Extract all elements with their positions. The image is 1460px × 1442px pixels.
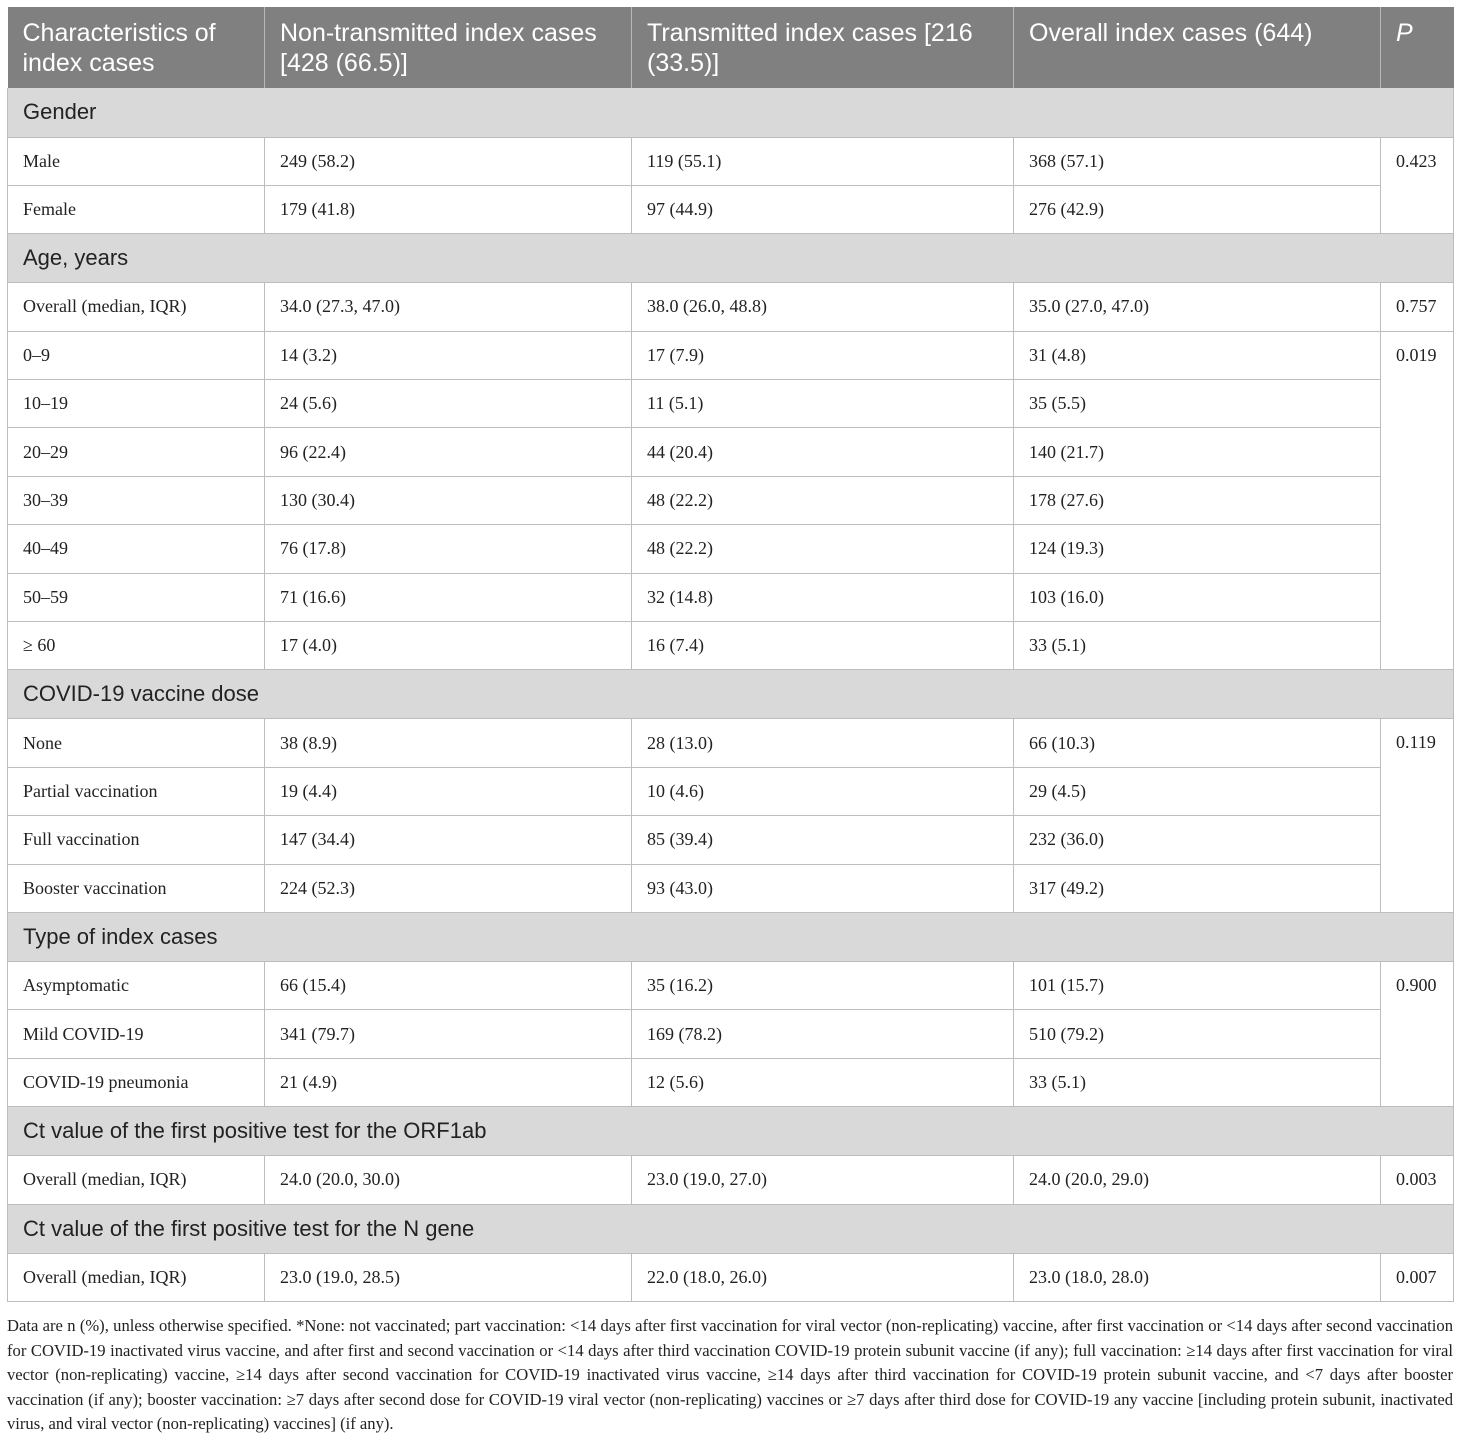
section-header-row: [8, 670, 1454, 719]
cell-overall: 276 (42.9): [1014, 185, 1381, 233]
characteristics-table: [7, 7, 1454, 1302]
cell-transmitted: 85 (39.4): [632, 816, 1014, 864]
cell-overall: 103 (16.0): [1014, 573, 1381, 621]
cell-non-transmitted: 179 (41.8): [265, 185, 632, 233]
cell-transmitted: 48 (22.2): [632, 476, 1014, 524]
row-label: Mild COVID-19: [8, 1010, 265, 1058]
section-title: COVID-19 vaccine dose: [8, 670, 1454, 719]
cell-non-transmitted: 17 (4.0): [265, 622, 632, 670]
header-p-value: P: [1381, 7, 1454, 88]
cell-transmitted: 169 (78.2): [632, 1010, 1014, 1058]
cell-non-transmitted: 96 (22.4): [265, 428, 632, 476]
cell-non-transmitted: 38 (8.9): [265, 719, 632, 767]
cell-non-transmitted: 19 (4.4): [265, 767, 632, 815]
cell-transmitted: 44 (20.4): [632, 428, 1014, 476]
table-row: [8, 816, 1454, 864]
row-label: Overall (median, IQR): [8, 1253, 265, 1301]
row-label: ≥ 60: [8, 622, 265, 670]
cell-transmitted: 119 (55.1): [632, 137, 1014, 185]
cell-overall: 101 (15.7): [1014, 961, 1381, 1009]
table-row: [8, 719, 1454, 767]
cell-overall: 124 (19.3): [1014, 525, 1381, 573]
table-row: [8, 185, 1454, 233]
cell-p-value: 0.007: [1381, 1253, 1454, 1301]
cell-overall: 29 (4.5): [1014, 767, 1381, 815]
cell-overall: 24.0 (20.0, 29.0): [1014, 1156, 1381, 1204]
row-label: 0–9: [8, 331, 265, 379]
row-label: Booster vaccination: [8, 864, 265, 912]
row-label: Overall (median, IQR): [8, 1156, 265, 1204]
row-label: Partial vaccination: [8, 767, 265, 815]
table-row: [8, 331, 1454, 379]
section-header-row: [8, 1204, 1454, 1253]
row-label: Full vaccination: [8, 816, 265, 864]
row-label: None: [8, 719, 265, 767]
cell-transmitted: 97 (44.9): [632, 185, 1014, 233]
table-row: [8, 961, 1454, 1009]
cell-transmitted: 48 (22.2): [632, 525, 1014, 573]
cell-non-transmitted: 24.0 (20.0, 30.0): [265, 1156, 632, 1204]
row-label: COVID-19 pneumonia: [8, 1058, 265, 1106]
cell-overall: 66 (10.3): [1014, 719, 1381, 767]
cell-transmitted: 17 (7.9): [632, 331, 1014, 379]
table-row: [8, 767, 1454, 815]
table-row: [8, 476, 1454, 524]
row-label: 10–19: [8, 380, 265, 428]
cell-overall: 317 (49.2): [1014, 864, 1381, 912]
cell-overall: 35 (5.5): [1014, 380, 1381, 428]
cell-transmitted: 22.0 (18.0, 26.0): [632, 1253, 1014, 1301]
cell-non-transmitted: 224 (52.3): [265, 864, 632, 912]
cell-transmitted: 12 (5.6): [632, 1058, 1014, 1106]
header-non-transmitted: Non-transmitted index cases [428 (66.5)]: [265, 7, 632, 88]
cell-p-value: 0.757: [1381, 283, 1454, 331]
cell-transmitted: 11 (5.1): [632, 380, 1014, 428]
table-row: [8, 525, 1454, 573]
cell-p-value: 0.900: [1381, 961, 1454, 1106]
cell-non-transmitted: 23.0 (19.0, 28.5): [265, 1253, 632, 1301]
cell-transmitted: 93 (43.0): [632, 864, 1014, 912]
table-row: [8, 283, 1454, 331]
cell-overall: 140 (21.7): [1014, 428, 1381, 476]
cell-non-transmitted: 249 (58.2): [265, 137, 632, 185]
section-header-row: [8, 912, 1454, 961]
cell-transmitted: 32 (14.8): [632, 573, 1014, 621]
cell-overall: 35.0 (27.0, 47.0): [1014, 283, 1381, 331]
section-title: Ct value of the first positive test for the ORF1ab: [8, 1107, 1454, 1156]
table-row: [8, 1253, 1454, 1301]
cell-non-transmitted: 341 (79.7): [265, 1010, 632, 1058]
row-label: 40–49: [8, 525, 265, 573]
section-title: Gender: [8, 88, 1454, 137]
header-overall: Overall index cases (644): [1014, 7, 1381, 88]
cell-overall: 232 (36.0): [1014, 816, 1381, 864]
header-row: [8, 7, 1454, 88]
cell-transmitted: 38.0 (26.0, 48.8): [632, 283, 1014, 331]
row-label: Overall (median, IQR): [8, 283, 265, 331]
cell-p-value: 0.019: [1381, 331, 1454, 670]
header-characteristics: Characteristics of index cases: [8, 7, 265, 88]
header-transmitted: Transmitted index cases [216 (33.5)]: [632, 7, 1014, 88]
cell-transmitted: 35 (16.2): [632, 961, 1014, 1009]
cell-non-transmitted: 14 (3.2): [265, 331, 632, 379]
cell-non-transmitted: 147 (34.4): [265, 816, 632, 864]
table-body: [8, 88, 1454, 1301]
section-title: Age, years: [8, 234, 1454, 283]
cell-non-transmitted: 130 (30.4): [265, 476, 632, 524]
cell-transmitted: 23.0 (19.0, 27.0): [632, 1156, 1014, 1204]
cell-p-value: 0.119: [1381, 719, 1454, 913]
row-label: 50–59: [8, 573, 265, 621]
table-row: [8, 864, 1454, 912]
row-label: 20–29: [8, 428, 265, 476]
table-row: [8, 1156, 1454, 1204]
cell-overall: 510 (79.2): [1014, 1010, 1381, 1058]
cell-overall: 178 (27.6): [1014, 476, 1381, 524]
cell-non-transmitted: 66 (15.4): [265, 961, 632, 1009]
section-header-row: [8, 88, 1454, 137]
cell-overall: 368 (57.1): [1014, 137, 1381, 185]
cell-overall: 33 (5.1): [1014, 1058, 1381, 1106]
section-header-row: [8, 1107, 1454, 1156]
cell-non-transmitted: 24 (5.6): [265, 380, 632, 428]
cell-transmitted: 28 (13.0): [632, 719, 1014, 767]
cell-p-value: 0.423: [1381, 137, 1454, 234]
section-header-row: [8, 234, 1454, 283]
table-row: [8, 428, 1454, 476]
cell-non-transmitted: 76 (17.8): [265, 525, 632, 573]
cell-overall: 33 (5.1): [1014, 622, 1381, 670]
table-row: [8, 573, 1454, 621]
row-label: Asymptomatic: [8, 961, 265, 1009]
table-row: [8, 1010, 1454, 1058]
cell-overall: 23.0 (18.0, 28.0): [1014, 1253, 1381, 1301]
row-label: 30–39: [8, 476, 265, 524]
table-row: [8, 1058, 1454, 1106]
row-label: Female: [8, 185, 265, 233]
section-title: Ct value of the first positive test for the N gene: [8, 1204, 1454, 1253]
table-footnote: Data are n (%), unless otherwise specified. *None: not vaccinated; part vaccination: <14 days after first vaccination for viral vector (non-replicating) vaccine, after first vaccination or <14 days after second vaccination for COVID-19 inactivated virus vaccine, and after first and second vaccination or <14 days after third vaccination COVID-19 protein subunit vaccine (if any); full vaccination: ≥14 days after first vaccination for viral vector (non-replicating) vaccine, ≥14 days after second vaccination for COVID-19 inactivated virus vaccine, ≥14 days after third vaccination for COVID-19 protein subunit vaccine, and <7 days after booster vaccination (if any); booster vaccination: ≥7 days after second dose for COVID-19 viral vector (non-replicating) vaccines or ≥7 days after third dose for COVID-19 any vaccine [including protein subunit, inactivated virus, and viral vector (non-replicating) vaccines] (if any).: [7, 1316, 1453, 1434]
table-row: [8, 622, 1454, 670]
table-row: [8, 137, 1454, 185]
cell-transmitted: 10 (4.6): [632, 767, 1014, 815]
cell-overall: 31 (4.8): [1014, 331, 1381, 379]
cell-p-value: 0.003: [1381, 1156, 1454, 1204]
table-row: [8, 380, 1454, 428]
row-label: Male: [8, 137, 265, 185]
section-title: Type of index cases: [8, 912, 1454, 961]
cell-non-transmitted: 21 (4.9): [265, 1058, 632, 1106]
cell-transmitted: 16 (7.4): [632, 622, 1014, 670]
cell-non-transmitted: 71 (16.6): [265, 573, 632, 621]
cell-non-transmitted: 34.0 (27.3, 47.0): [265, 283, 632, 331]
